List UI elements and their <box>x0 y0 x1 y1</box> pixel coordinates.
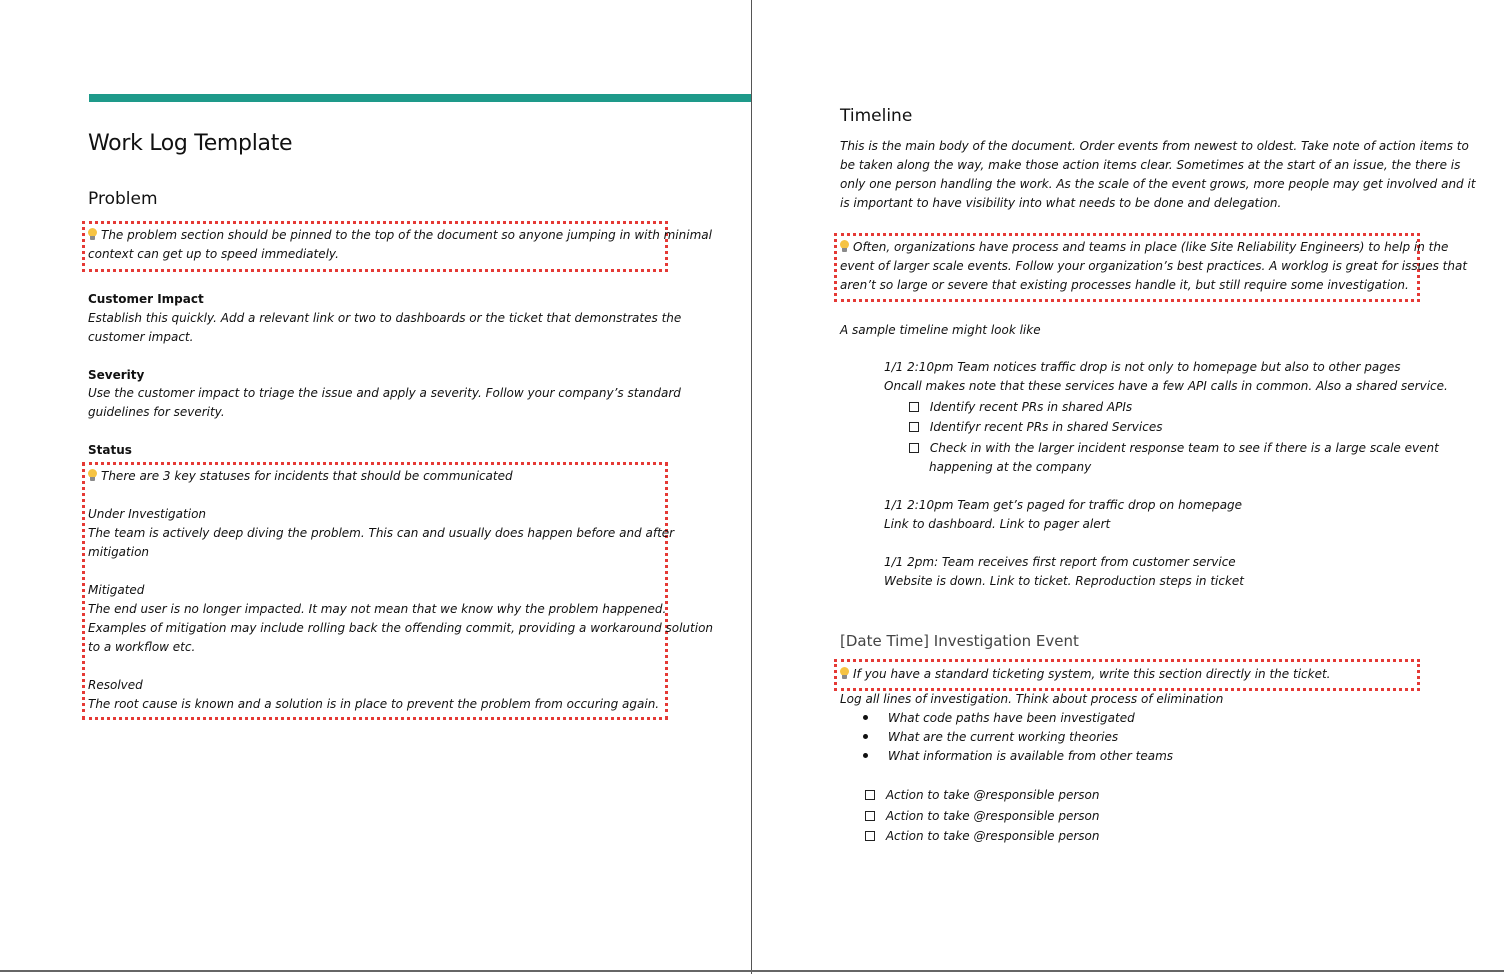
text-line: mitigation <box>88 545 150 559</box>
action-item[interactable] <box>865 786 1100 805</box>
bullet-item <box>863 747 1173 766</box>
lightbulb-icon <box>88 228 97 240</box>
header-accent-bar <box>89 94 751 102</box>
lightbulb-icon <box>840 240 849 252</box>
status-heading: Status <box>88 443 132 457</box>
text-line: Establish this quickly. Add a relevant link or two to dashboards or the ticket that demonstrates the <box>88 311 682 325</box>
checkbox[interactable] <box>909 443 919 453</box>
text-line: to a workflow etc. <box>88 640 196 654</box>
action-label: Action to take @responsible person <box>885 829 1100 843</box>
bullet-label: What code paths have been investigated <box>887 711 1135 725</box>
problem-heading: Problem <box>88 189 158 209</box>
investigation-heading: [Date Time] Investigation Event <box>840 632 1079 650</box>
bullet-icon <box>863 715 868 720</box>
text-line: The end user is no longer impacted. It may not mean that we know why the problem happened. <box>88 602 667 616</box>
callout-line: If you have a standard ticketing system, write this section directly in the ticket. <box>853 667 1331 681</box>
status-callout-text <box>88 467 713 714</box>
callout-line: context can get up to speed immediately. <box>88 247 339 261</box>
bullet-label: What information is available from other teams <box>887 749 1174 763</box>
callout-line: aren’t so large or severe that existing processes handle it, but still require some investigation. <box>840 278 1409 292</box>
timeline-entry-1 <box>884 358 1448 396</box>
lightbulb-icon <box>840 667 849 679</box>
task-label: Check in with the larger incident response team to see if there is a large scale event <box>929 441 1439 455</box>
text-line: Examples of mitigation may include rolling back the offending commit, providing a workaround solution <box>88 621 714 635</box>
bullet-icon <box>863 753 868 758</box>
entry-note: Link to dashboard. Link to pager alert <box>884 517 1111 531</box>
task-label: Identifyr recent PRs in shared Services <box>929 420 1163 434</box>
text-line: The root cause is known and a solution is in place to prevent the problem from occuring again. <box>88 697 660 711</box>
investigation-intro: Log all lines of investigation. Think about process of elimination <box>840 692 1224 706</box>
task-label: Identify recent PRs in shared APIs <box>929 400 1133 414</box>
severity-heading: Severity <box>88 368 145 382</box>
bullet-label: What are the current working theories <box>887 730 1119 744</box>
action-item[interactable] <box>865 807 1100 826</box>
investigation-callout-text <box>840 665 1330 684</box>
severity-text <box>88 384 681 422</box>
status-label-under-investigation: Under Investigation <box>88 507 207 521</box>
customer-impact-text <box>88 309 681 347</box>
task-item[interactable] <box>909 418 1162 437</box>
task-item[interactable] <box>909 398 1132 417</box>
sample-timeline-intro: A sample timeline might look like <box>840 323 1041 337</box>
bullet-icon <box>863 734 868 739</box>
entry-title: 1/1 2:10pm Team notices traffic drop is not only to homepage but also to other pages <box>884 360 1401 374</box>
callout-line: event of larger scale events. Follow your organization’s best practices. A worklog is great for issues that <box>840 259 1468 273</box>
text-line: be taken along the way, make those action items clear. Sometimes at the start of an issue, the there is <box>840 158 1461 172</box>
page-left <box>0 0 751 972</box>
bullet-item <box>863 728 1118 747</box>
page-right <box>752 0 1504 972</box>
timeline-entry-2 <box>884 496 1242 534</box>
status-label-resolved: Resolved <box>88 678 143 692</box>
timeline-entry-3 <box>884 553 1244 591</box>
action-label: Action to take @responsible person <box>885 809 1100 823</box>
text-line: This is the main body of the document. Order events from newest to oldest. Take note of action items to <box>840 139 1469 153</box>
lightbulb-icon <box>88 469 97 481</box>
text-line: customer impact. <box>88 330 194 344</box>
callout-line: Often, organizations have process and teams in place (like Site Reliability Engineers) to help in the <box>853 240 1449 254</box>
task-item[interactable] <box>909 439 1439 458</box>
status-intro: There are 3 key statuses for incidents that should be communicated <box>101 469 513 483</box>
bullet-item <box>863 709 1135 728</box>
checkbox[interactable] <box>909 402 919 412</box>
timeline-description <box>840 137 1476 213</box>
text-line: only one person handling the work. As the scale of the event grows, more people may get involved and it <box>840 177 1476 191</box>
task-label-continued: happening at the company <box>929 460 1092 474</box>
callout-line: The problem section should be pinned to the top of the document so anyone jumping in with minimal <box>101 228 712 242</box>
timeline-callout-text <box>840 238 1467 295</box>
status-label-mitigated: Mitigated <box>88 583 145 597</box>
page-bottom-edge <box>0 970 1504 972</box>
entry-title: 1/1 2pm: Team receives first report from customer service <box>884 555 1236 569</box>
text-line: is important to have visibility into what needs to be done and delegation. <box>840 196 1282 210</box>
checkbox[interactable] <box>865 790 875 800</box>
entry-note: Oncall makes note that these services have a few API calls in common. Also a shared service. <box>884 379 1448 393</box>
checkbox[interactable] <box>865 811 875 821</box>
document-title: Work Log Template <box>88 131 293 156</box>
text-line: guidelines for severity. <box>88 405 225 419</box>
checkbox[interactable] <box>909 422 919 432</box>
problem-callout-text <box>88 226 712 264</box>
text-line: Use the customer impact to triage the issue and apply a severity. Follow your company’s standard <box>88 386 681 400</box>
action-item[interactable] <box>865 827 1100 846</box>
entry-note: Website is down. Link to ticket. Reproduction steps in ticket <box>884 574 1244 588</box>
timeline-heading: Timeline <box>840 106 913 126</box>
checkbox[interactable] <box>865 831 875 841</box>
text-line: The team is actively deep diving the problem. This can and usually does happen before and after <box>88 526 675 540</box>
customer-impact-heading: Customer Impact <box>88 292 204 306</box>
action-label: Action to take @responsible person <box>885 788 1100 802</box>
entry-title: 1/1 2:10pm Team get’s paged for traffic drop on homepage <box>884 498 1243 512</box>
